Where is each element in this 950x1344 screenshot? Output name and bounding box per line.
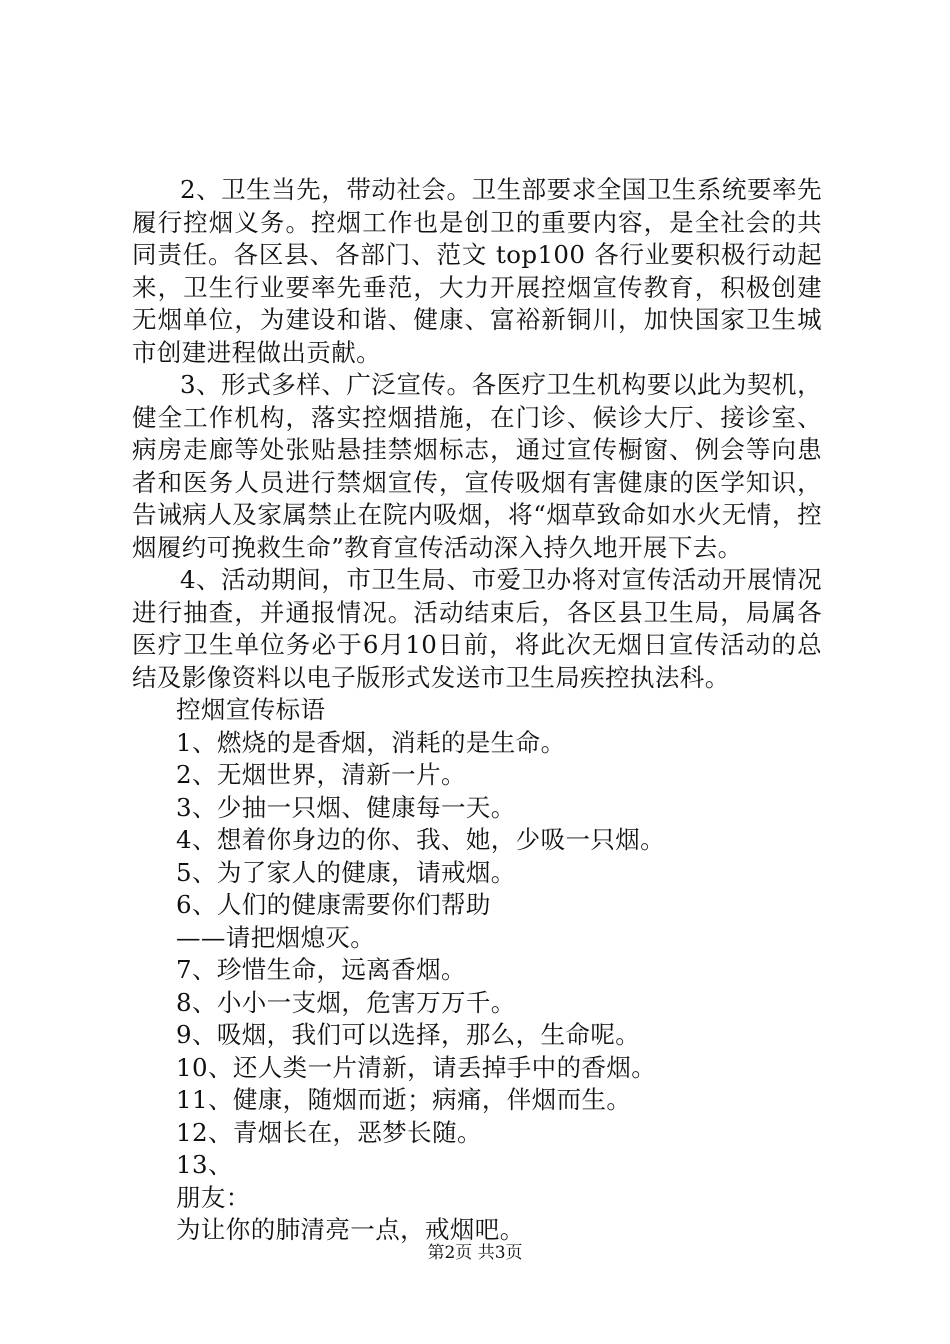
slogan-item: 7、珍惜生命，远离香烟。 [176, 955, 466, 984]
paragraph-item-3: 3、形式多样、广泛宣传。各医疗卫生机构要以此为契机，健全工作机构，落实控烟措施，在门诊、候诊大厅、接诊室、病房走廊等处张贴悬挂禁烟标志，通过宣传橱窗、例会等向患者和医务人员进行禁烟宣传，宣传吸烟有害健康的医学知识，告诫病人及家属禁止在院内吸烟，将“烟草致命如水火无情，控烟履约可挽救生命”教育宣传活动深入持久地开展下去。 [132, 370, 822, 562]
page-number-footer: 第2页 共3页 [427, 1243, 523, 1263]
slogan-item: 6、人们的健康需要你们帮助 [176, 890, 491, 919]
slogan-item: 2、无烟世界，清新一片。 [176, 760, 466, 789]
slogan-item: 11、健康，随烟而逝；病痛，伴烟而生。 [176, 1085, 632, 1114]
slogan-item: 13、 [176, 1150, 233, 1179]
slogan-item-continuation: ——请把烟熄灭。 [176, 922, 376, 952]
slogan-item: 9、吸烟，我们可以选择，那么，生命呢。 [176, 1020, 641, 1049]
slogan-item: 3、少抽一只烟、健康每一天。 [176, 792, 516, 822]
slogan-item: 12、青烟长在，恶梦长随。 [176, 1117, 482, 1147]
slogan-item: 5、为了家人的健康，请戒烟。 [176, 857, 516, 887]
slogan-heading: 控烟宣传标语 [176, 695, 326, 724]
slogan-item-continuation: 朋友： [176, 1182, 251, 1212]
paragraph-item-2: 2、卫生当先，带动社会。卫生部要求全国卫生系统要率先履行控烟义务。控烟工作也是创卫的重要内容，是全社会的共同责任。各区县、各部门、范文 top100 各行业要积极行动起来，卫生行业要率先垂范，大力开展控烟宣传教育，积极创建无烟单位，为建设和谐、健康、富裕新铜川，加快国家卫生城市创建进程做出贡献。 [132, 175, 822, 367]
slogan-item: 10、还人类一片清新，请丢掉手中的香烟。 [176, 1052, 657, 1082]
slogan-item: 4、想着你身边的你、我、她，少吸一只烟。 [176, 825, 666, 854]
paragraph-item-4: 4、活动期间，市卫生局、市爱卫办将对宣传活动开展情况进行抽查，并通报情况。活动结束后，各区县卫生局，局属各医疗卫生单位务必于6月10日前，将此次无烟日宣传活动的总结及影像资料以电子版形式发送市卫生局疾控执法科。 [132, 565, 822, 692]
slogan-item: 8、小小一支烟，危害万万千。 [176, 987, 516, 1017]
document-body [132, 174, 822, 1247]
slogan-item: 1、燃烧的是香烟，消耗的是生命。 [176, 727, 566, 757]
slogan-item-continuation: 为让你的肺清亮一点，戒烟吧。 [176, 1215, 525, 1244]
